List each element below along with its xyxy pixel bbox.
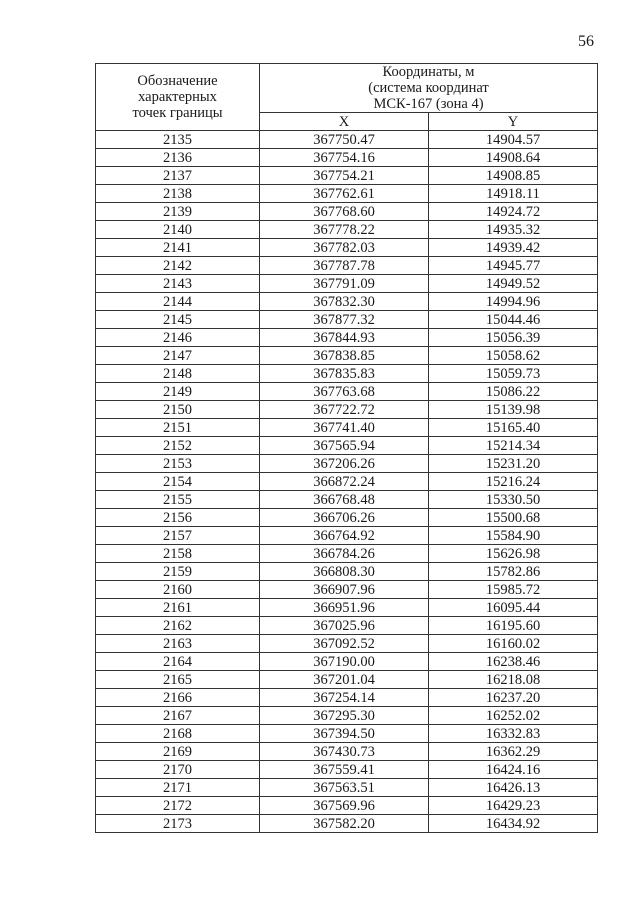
table-row [96,527,598,545]
x-coordinate-cell: 367569.96 [260,797,429,815]
x-coordinate-cell: 367722.72 [260,401,429,419]
x-coordinate-cell: 367791.09 [260,275,429,293]
x-coordinate-cell: 367838.85 [260,347,429,365]
x-coordinate-cell: 367565.94 [260,437,429,455]
point-id-cell: 2135 [96,131,260,149]
y-coordinate-cell: 16424.16 [429,761,598,779]
table-row [96,581,598,599]
point-id-cell: 2142 [96,257,260,275]
point-id-cell: 2163 [96,635,260,653]
x-coordinate-cell: 366768.48 [260,491,429,509]
x-coordinate-cell: 367394.50 [260,725,429,743]
y-coordinate-cell: 14904.57 [429,131,598,149]
point-id-cell: 2160 [96,581,260,599]
table-row [96,743,598,761]
table-row [96,149,598,167]
table-row [96,473,598,491]
table-row [96,815,598,833]
point-id-cell: 2139 [96,203,260,221]
y-coordinate-cell: 16218.08 [429,671,598,689]
y-coordinate-cell: 16237.20 [429,689,598,707]
x-coordinate-cell: 367754.21 [260,167,429,185]
table-row [96,617,598,635]
x-coordinate-cell: 367844.93 [260,329,429,347]
x-coordinate-cell: 367750.47 [260,131,429,149]
x-column-header: X [260,113,429,131]
x-coordinate-cell: 367754.16 [260,149,429,167]
point-id-cell: 2144 [96,293,260,311]
point-id-cell: 2171 [96,779,260,797]
table-row [96,491,598,509]
x-coordinate-cell: 367741.40 [260,419,429,437]
coords-header-line: (система координат [368,80,489,96]
y-coordinate-cell: 16362.29 [429,743,598,761]
point-id-cell: 2150 [96,401,260,419]
point-id-cell: 2155 [96,491,260,509]
y-coordinate-cell: 16426.13 [429,779,598,797]
table-row [96,365,598,383]
y-coordinate-cell: 15330.50 [429,491,598,509]
point-id-cell: 2153 [96,455,260,473]
y-coordinate-cell: 15044.46 [429,311,598,329]
y-coordinate-cell: 16434.92 [429,815,598,833]
point-header-line: Обозначение [137,73,218,89]
x-coordinate-cell: 366907.96 [260,581,429,599]
table-row [96,293,598,311]
table-row [96,545,598,563]
y-coordinate-cell: 16252.02 [429,707,598,725]
y-coordinate-cell: 15626.98 [429,545,598,563]
y-coordinate-cell: 15782.86 [429,563,598,581]
table-row [96,329,598,347]
table-row [96,707,598,725]
page-number: 56 [578,33,594,50]
y-coordinate-cell: 15500.68 [429,509,598,527]
coordinates-group-header [260,64,598,113]
x-coordinate-cell: 367190.00 [260,653,429,671]
point-id-cell: 2145 [96,311,260,329]
point-id-cell: 2137 [96,167,260,185]
table-row [96,203,598,221]
point-id-cell: 2138 [96,185,260,203]
coords-header-line: Координаты, м [382,64,475,80]
x-coordinate-cell: 367295.30 [260,707,429,725]
x-coordinate-cell: 367092.52 [260,635,429,653]
x-coordinate-cell: 367582.20 [260,815,429,833]
x-coordinate-cell: 366872.24 [260,473,429,491]
table-row [96,347,598,365]
y-coordinate-cell: 14994.96 [429,293,598,311]
y-coordinate-cell: 16195.60 [429,617,598,635]
x-coordinate-cell: 367763.68 [260,383,429,401]
x-coordinate-cell: 367832.30 [260,293,429,311]
table-row [96,257,598,275]
table-row [96,635,598,653]
point-id-cell: 2170 [96,761,260,779]
point-id-cell: 2156 [96,509,260,527]
y-coordinate-cell: 16238.46 [429,653,598,671]
y-coordinate-cell: 15985.72 [429,581,598,599]
y-coordinate-cell: 15231.20 [429,455,598,473]
y-coordinate-cell: 14924.72 [429,203,598,221]
x-coordinate-cell: 367787.78 [260,257,429,275]
y-coordinate-cell: 14945.77 [429,257,598,275]
point-id-cell: 2151 [96,419,260,437]
x-coordinate-cell: 367778.22 [260,221,429,239]
point-designation-header [96,64,260,131]
point-id-cell: 2158 [96,545,260,563]
x-coordinate-cell: 366951.96 [260,599,429,617]
point-id-cell: 2141 [96,239,260,257]
point-id-cell: 2147 [96,347,260,365]
point-id-cell: 2169 [96,743,260,761]
point-id-cell: 2159 [96,563,260,581]
point-id-cell: 2146 [96,329,260,347]
point-id-cell: 2164 [96,653,260,671]
point-header-line: характерных [138,89,217,105]
x-coordinate-cell: 367835.83 [260,365,429,383]
table-row [96,131,598,149]
point-header-line: точек границы [132,105,223,121]
y-coordinate-cell: 15139.98 [429,401,598,419]
y-coordinate-cell: 14918.11 [429,185,598,203]
table-row [96,797,598,815]
table-row [96,401,598,419]
y-coordinate-cell: 15216.24 [429,473,598,491]
y-coordinate-cell: 15058.62 [429,347,598,365]
x-coordinate-cell: 366808.30 [260,563,429,581]
x-coordinate-cell: 366706.26 [260,509,429,527]
point-id-cell: 2140 [96,221,260,239]
boundary-coordinates-table [95,63,598,833]
table-row [96,779,598,797]
coords-header-line: МСК-167 (зона 4) [373,96,484,112]
y-coordinate-cell: 14908.64 [429,149,598,167]
x-coordinate-cell: 367430.73 [260,743,429,761]
table-row [96,509,598,527]
point-id-cell: 2149 [96,383,260,401]
point-id-cell: 2161 [96,599,260,617]
table-row [96,383,598,401]
point-id-cell: 2165 [96,671,260,689]
point-id-cell: 2152 [96,437,260,455]
y-coordinate-cell: 14939.42 [429,239,598,257]
x-coordinate-cell: 367254.14 [260,689,429,707]
x-coordinate-cell: 366784.26 [260,545,429,563]
point-id-cell: 2148 [96,365,260,383]
y-coordinate-cell: 15584.90 [429,527,598,545]
x-coordinate-cell: 366764.92 [260,527,429,545]
point-id-cell: 2168 [96,725,260,743]
y-coordinate-cell: 14935.32 [429,221,598,239]
table-row [96,563,598,581]
table-row [96,671,598,689]
x-coordinate-cell: 367201.04 [260,671,429,689]
table-row [96,653,598,671]
table-row [96,689,598,707]
point-id-cell: 2172 [96,797,260,815]
y-coordinate-cell: 15059.73 [429,365,598,383]
point-id-cell: 2154 [96,473,260,491]
table-row [96,419,598,437]
table-row [96,455,598,473]
y-coordinate-cell: 16429.23 [429,797,598,815]
x-coordinate-cell: 367563.51 [260,779,429,797]
y-coordinate-cell: 15214.34 [429,437,598,455]
y-coordinate-cell: 14949.52 [429,275,598,293]
table-row [96,185,598,203]
table-row [96,599,598,617]
table-row [96,275,598,293]
x-coordinate-cell: 367782.03 [260,239,429,257]
point-id-cell: 2167 [96,707,260,725]
x-coordinate-cell: 367559.41 [260,761,429,779]
point-id-cell: 2166 [96,689,260,707]
point-id-cell: 2162 [96,617,260,635]
y-coordinate-cell: 16160.02 [429,635,598,653]
table-row [96,311,598,329]
point-id-cell: 2136 [96,149,260,167]
y-coordinate-cell: 15086.22 [429,383,598,401]
table-row [96,725,598,743]
y-coordinate-cell: 15165.40 [429,419,598,437]
x-coordinate-cell: 367025.96 [260,617,429,635]
x-coordinate-cell: 367206.26 [260,455,429,473]
y-coordinate-cell: 16095.44 [429,599,598,617]
table-row [96,221,598,239]
table-row [96,761,598,779]
y-column-header: Y [429,113,598,131]
table-row [96,167,598,185]
y-coordinate-cell: 15056.39 [429,329,598,347]
x-coordinate-cell: 367762.61 [260,185,429,203]
point-id-cell: 2173 [96,815,260,833]
y-coordinate-cell: 14908.85 [429,167,598,185]
point-id-cell: 2143 [96,275,260,293]
point-id-cell: 2157 [96,527,260,545]
table-row [96,239,598,257]
y-coordinate-cell: 16332.83 [429,725,598,743]
table-row [96,437,598,455]
x-coordinate-cell: 367768.60 [260,203,429,221]
x-coordinate-cell: 367877.32 [260,311,429,329]
table-body [96,131,598,833]
